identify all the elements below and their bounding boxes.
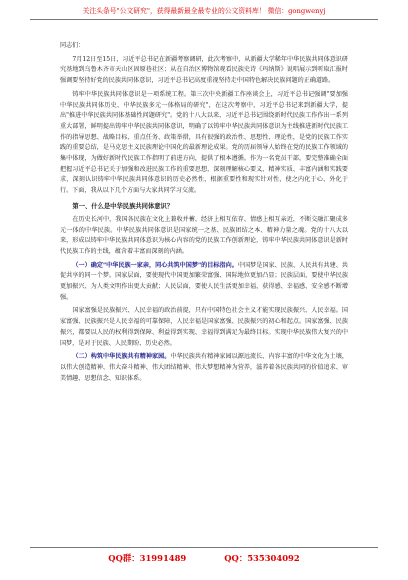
paragraph-intro: 7月12日至15日，习近平总书记在新疆考察调研，此次考察中，从新疆大学稀年中华民族共同体意识研究基地到乌鲁木齐市天山区固原巷社区；从在自治区博物馆观看民族史诗《玛纳斯》说唱展示到听取汇报时强调要坚持好党的民族共同体意识，习近平总书记高度重视坚持走中国特色解决民族问题的正确道路。 <box>60 55 348 85</box>
subsection-two-title: （二）构筑中华民族共有精神家园。 <box>72 353 171 361</box>
footer-divider <box>30 547 378 548</box>
subsection-one-more: 国家富强是民族振兴、人民幸福的政治前提，只有中国特色社会主义才能实现民族振兴、人民幸福。国家富强、民族振兴是人民幸福的可靠保障，人民幸福是国家富强、民族振兴的初心和起点。国家富强、民族振兴，都要以人民的权利得到保障、利益得到实现、幸福得到满足为最终目标。实现中华民族伟大复兴的中国梦，是对于民族、人民期盼、历史必然。 <box>60 307 348 347</box>
subsection-one-text: 中国梦是国家、民族、人民共有共建、共促共享的同一个梦。国家层面，要使现代中国更加繁荣富强、国际地位更加凸显；民族层面，要使中华民族更加振兴、为人类文明作出更大贡献；人民层面，要使人民生活更加幸福，获得感、幸福感、安全感不断增强。 <box>60 261 349 301</box>
footer <box>30 552 378 564</box>
header-banner: 关注头条号"公文研究"，获得最新最全最专业的公文资料库！ 微信：gongwenyj <box>82 7 326 15</box>
document-body <box>60 41 348 387</box>
footer-qq-group: QQ群：31991489 <box>108 553 187 563</box>
section-intro: 在历史长河中，我国各民族在文化上兼收并蓄、经济上相互依存、情感上相互亲近，不断交融汇聚成多元一体的中华民族。中华民族共同体意识是国家统一之基、民族团结之本、精神力量之魂。党的十八大以来，形成以铸牢中华民族共同体意识为核心内容的党的民族工作创新理论，铸牢中华民族共同体意识是新时代民族工作的主线，蕴含着丰富而深刻的内涵。 <box>60 215 348 255</box>
header-divider <box>30 19 378 20</box>
section-heading: 第一、什么是中华民族共同体意识？ <box>72 202 174 210</box>
paragraph-system-project: 铸牢中华民族共同体意识是一项系统工程。第三次中央新疆工作座谈会上，习近平总书记强调"要加强中华民族共同体历史、中华民族多元一体格局的研究"，在这次考察中，习近平总书记来到新疆大学，提出"推进中华民族共同体基础性问题研究"。党的十八大以来，习近平总书记围绕新时代民族工作作出一系列重大部署，鲜明提出铸牢中华民族共同体意识，明确了以铸牢中华民族共同体意识为主线推进新时代民族工作的指导思想、战略目标、重点任务、政策举措，具有很强的政治性、思想性、理论性，是党的民族工作实践的重要总结，是马克思主义民族理论中国化的最新理论成果。党的历届领导人始终在党的民族工作领域的集中体现，为做好新时代民族工作指明了前进方向，提供了根本遵循。作为一名党员干部，要完整准确全面把握习近平总书记关于加强和改进民族工作的重要思想，深刻理解核心要义、精神实质、丰富内涵和实践要求，深刻认识铸牢中华民族共同体意识的历史必然性，根据重要性和现实针对性，使之内化于心、外化于行。下面，我从以下几个方面与大家共同学习交流。 <box>60 90 348 195</box>
subsection-two-text: 中华民族共有精神家园以源远流长、内容丰富的中华文化为土壤，以伟大创造精神、伟大奋斗精神、伟大团结精神、伟大梦想精神为营养，滋养着各民族共同的价值追求、审美情趣、思想信念、知识体系。 <box>60 353 349 382</box>
footer-qq: QQ：535304092 <box>224 553 300 563</box>
subsection-one-title: （一）确定"中华民族一家亲，同心共筑中国梦"的目标指向。 <box>72 261 238 269</box>
subsection-two <box>60 352 348 384</box>
subsection-one <box>60 261 348 304</box>
greeting: 同志们： <box>60 42 85 49</box>
